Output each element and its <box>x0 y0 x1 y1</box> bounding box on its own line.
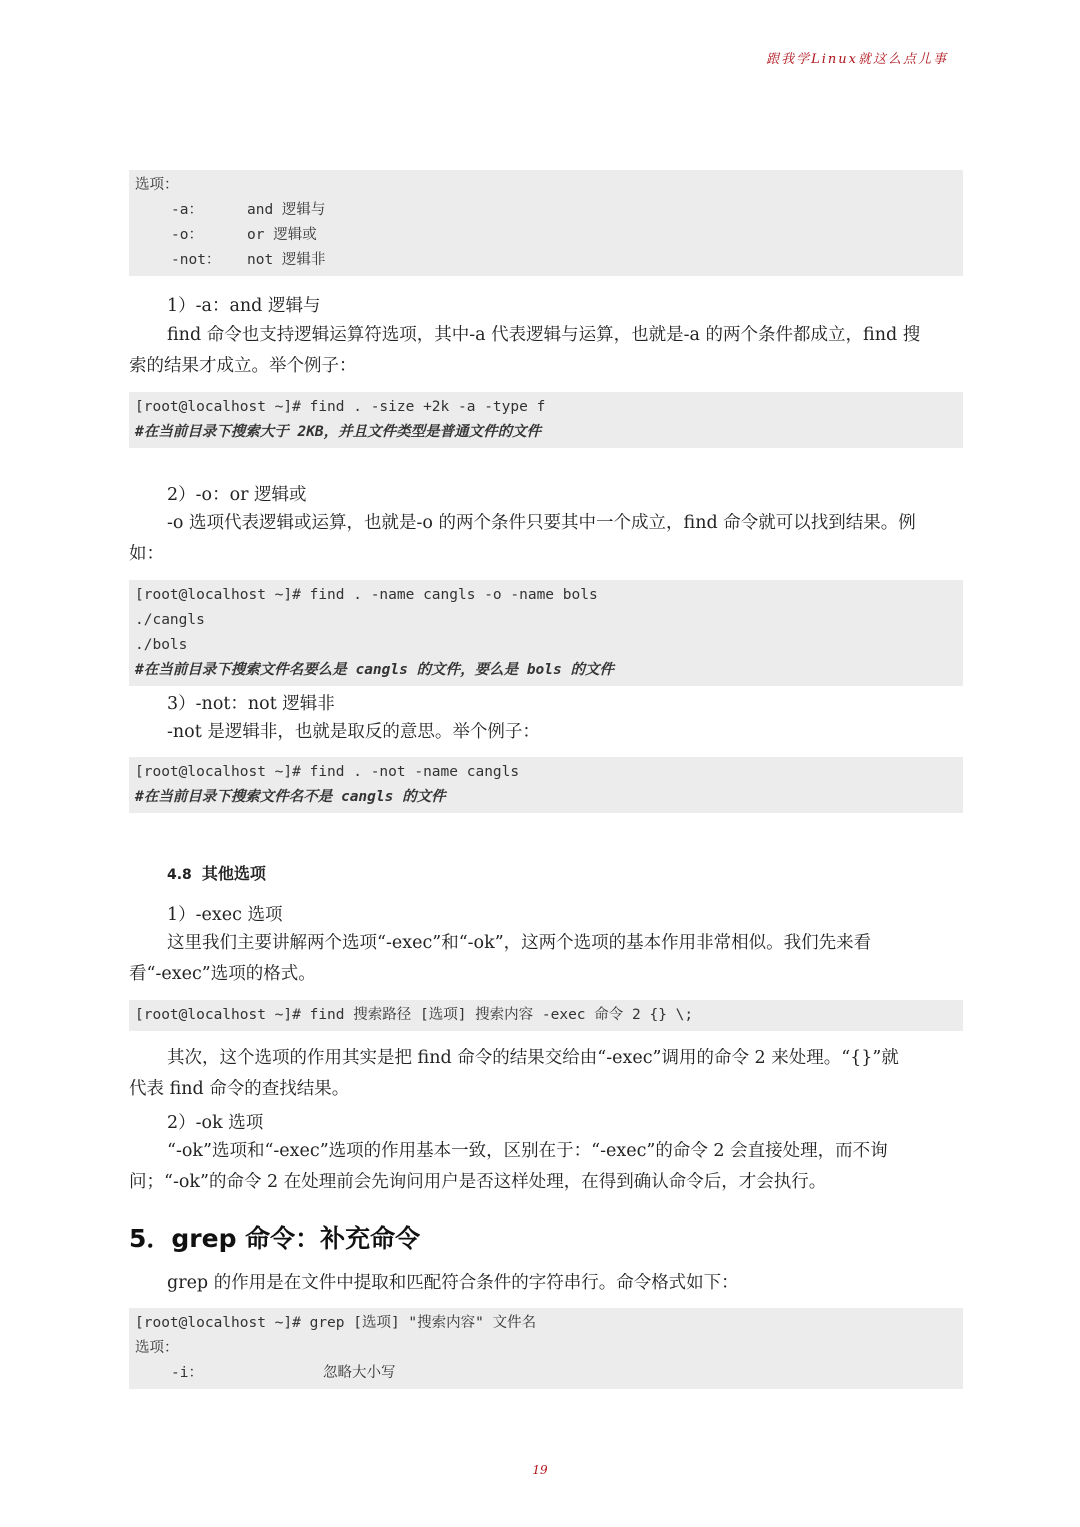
command-line: [root@localhost ~]# find 搜索路径 [选项] 搜索内容 -exec 命令 2 {} \; <box>135 1007 694 1023</box>
paragraph: 其次，这个选项的作用其实是把 find 命令的结果交给由“-exec”调用的命令 2 来处理。“{}”就 代表 find 命令的查找结果。 <box>129 1048 899 1099</box>
code-block-exec <box>129 1000 963 1031</box>
comment-line: #在当前目录下搜索文件名不是 cangls 的文件 <box>135 789 446 805</box>
command-line: [root@localhost ~]# find . -size +2k -a -type f <box>135 399 546 415</box>
subheading-and: 1）-a：and 逻辑与 <box>167 296 321 316</box>
output-line: ./bols <box>135 637 188 653</box>
option-row: -o： or 逻辑或 <box>171 227 317 243</box>
page-number: 19 <box>532 1463 548 1477</box>
subheading-or: 2）-o：or 逻辑或 <box>167 485 307 505</box>
code-block-grep <box>129 1308 963 1389</box>
running-header: 跟我学Linux就这么点儿事 <box>766 52 948 67</box>
paragraph: “-ok”选项和“-exec”选项的作用基本一致，区别在于：“-exec”的命令 2 会直接处理，而不询 问；“-ok”的命令 2 在处理前会先询问用户是否这样处理，在得到确认命令后，才会执行。 <box>129 1141 888 1192</box>
code-block-options <box>129 170 963 276</box>
command-line: [root@localhost ~]# grep [选项] "搜索内容" 文件名 <box>135 1315 537 1331</box>
subheading-ok: 2）-ok 选项 <box>167 1113 264 1133</box>
option-row: -a： and 逻辑与 <box>171 202 326 218</box>
option-row: -i： 忽略大小写 <box>171 1365 396 1381</box>
paragraph: grep 的作用是在文件中提取和匹配符合条件的字符串行。命令格式如下： <box>167 1273 739 1293</box>
paragraph: -not 是逻辑非，也就是取反的意思。举个例子： <box>167 722 540 742</box>
paragraph: -o 选项代表逻辑或运算，也就是-o 的两个条件只要其中一个成立，find 命令就可以找到结果。例 如： <box>129 513 916 564</box>
code-block-and <box>129 392 963 448</box>
paragraph: find 命令也支持逻辑运算符选项，其中-a 代表逻辑与运算，也就是-a 的两个条件都成立，find 搜 索的结果才成立。举个例子： <box>129 325 921 376</box>
option-row: -not： not 逻辑非 <box>171 252 326 268</box>
paragraph: 这里我们主要讲解两个选项“-exec”和“-ok”，这两个选项的基本作用非常相似。我们先来看 看“-exec”选项的格式。 <box>129 933 872 984</box>
command-line: [root@localhost ~]# find . -name cangls -o -name bols <box>135 587 598 603</box>
options-title: 选项： <box>135 1340 179 1356</box>
section-heading-grep: 5．grep 命令：补充命令 <box>129 1224 421 1253</box>
command-line: [root@localhost ~]# find . -not -name cangls <box>135 764 520 780</box>
code-block-or <box>129 580 963 686</box>
code-block-not <box>129 757 963 813</box>
options-title: 选项： <box>135 177 179 193</box>
comment-line: #在当前目录下搜索文件名要么是 cangls 的文件，要么是 bols 的文件 <box>135 662 614 678</box>
subheading-not: 3）-not：not 逻辑非 <box>167 694 335 714</box>
subheading-exec: 1）-exec 选项 <box>167 905 283 925</box>
output-line: ./cangls <box>135 612 205 628</box>
section-heading-4-8: 4.8 其他选项 <box>167 864 266 883</box>
comment-line: #在当前目录下搜索大于 2KB，并且文件类型是普通文件的文件 <box>135 424 542 440</box>
